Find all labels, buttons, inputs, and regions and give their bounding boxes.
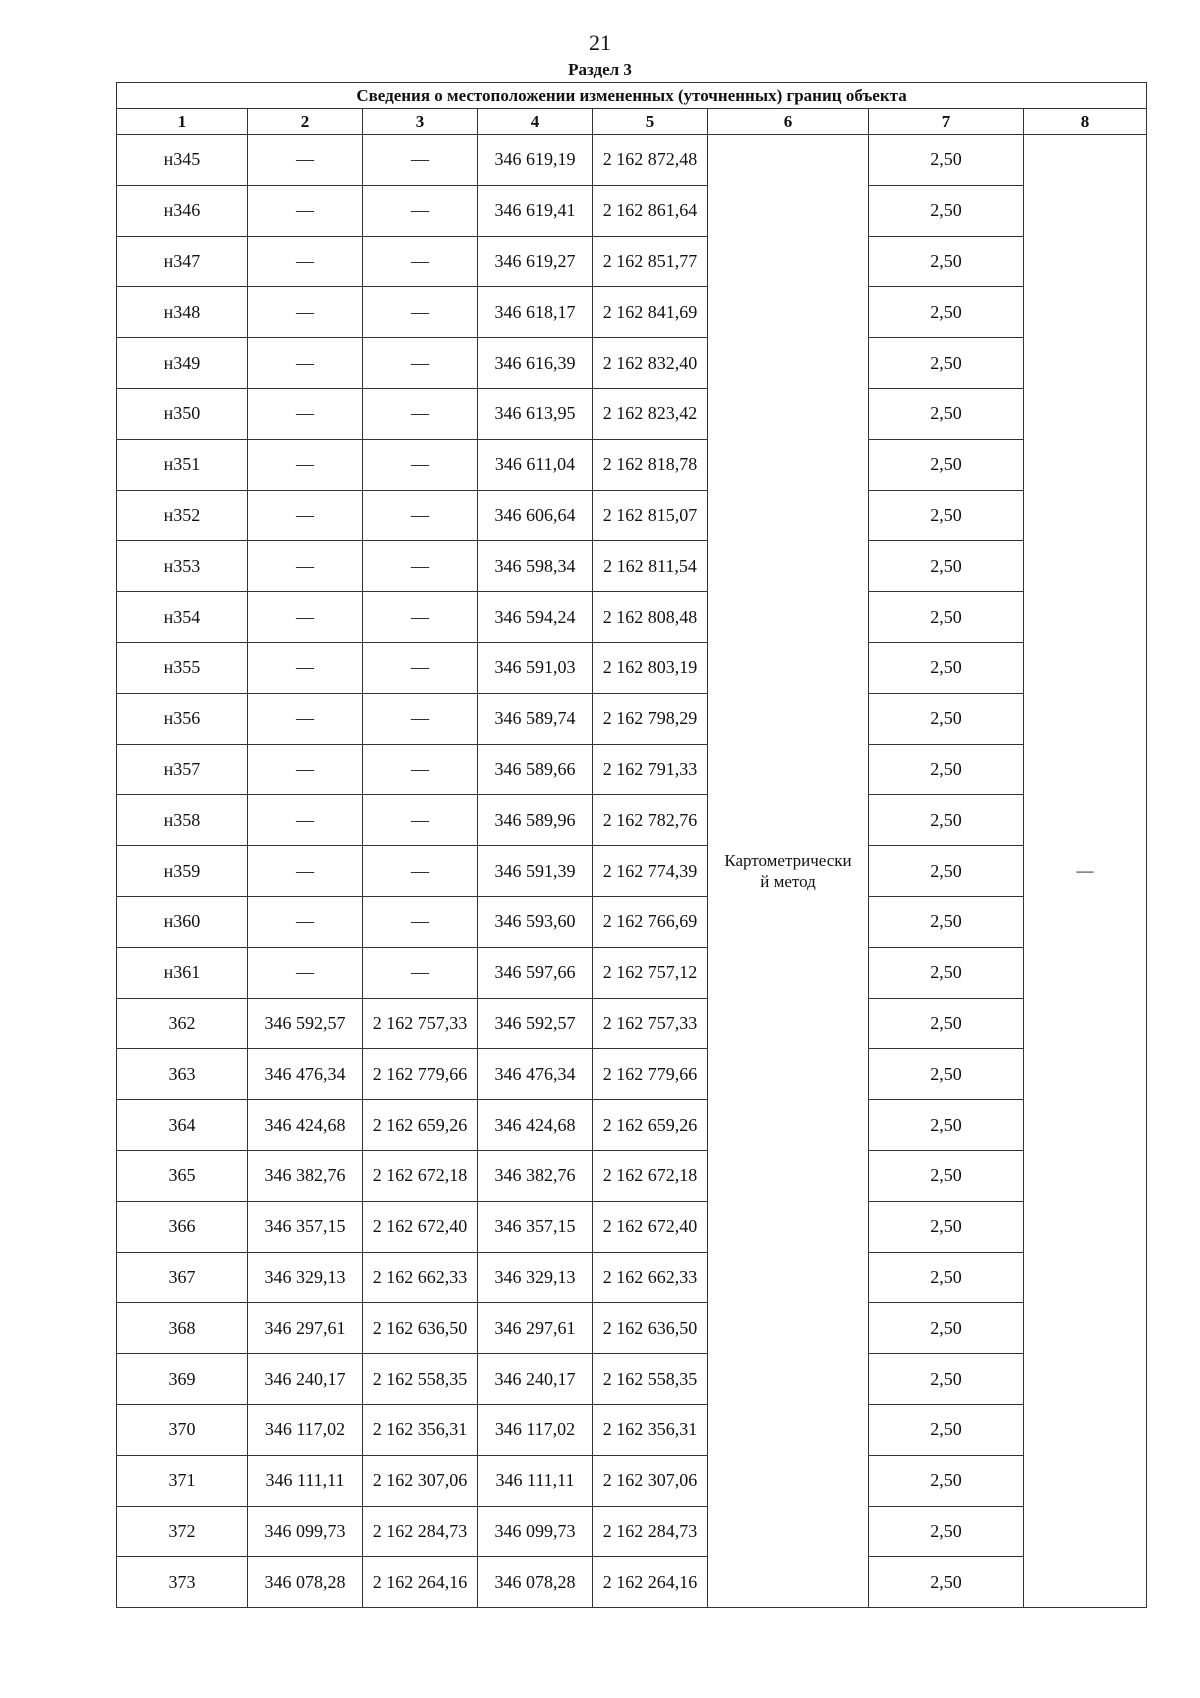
- x-new-cell: 346 476,34: [478, 1049, 593, 1100]
- table-row: [117, 1100, 1147, 1151]
- table-row: [117, 185, 1147, 236]
- x-old-cell: —: [248, 592, 363, 643]
- y-old-cell: 2 162 757,33: [363, 998, 478, 1049]
- table-row: [117, 744, 1147, 795]
- x-old-cell: 346 476,34: [248, 1049, 363, 1100]
- y-new-cell: 2 162 782,76: [593, 795, 708, 846]
- x-new-cell: 346 597,66: [478, 947, 593, 998]
- y-old-cell: —: [363, 693, 478, 744]
- table-row: [117, 998, 1147, 1049]
- x-old-cell: —: [248, 642, 363, 693]
- x-old-cell: 346 099,73: [248, 1506, 363, 1557]
- x-old-cell: —: [248, 947, 363, 998]
- x-old-cell: —: [248, 795, 363, 846]
- x-old-cell: —: [248, 287, 363, 338]
- table-row: [117, 490, 1147, 541]
- table-row: [117, 135, 1147, 186]
- y-old-cell: 2 162 672,40: [363, 1201, 478, 1252]
- table-row: [117, 1506, 1147, 1557]
- accuracy-cell: 2,50: [869, 1455, 1024, 1506]
- point-number-cell: 369: [117, 1354, 248, 1405]
- y-old-cell: —: [363, 795, 478, 846]
- method-cell: Картометрически й метод: [708, 135, 869, 1608]
- y-new-cell: 2 162 672,18: [593, 1150, 708, 1201]
- y-old-cell: 2 162 659,26: [363, 1100, 478, 1151]
- x-new-cell: 346 594,24: [478, 592, 593, 643]
- point-number-cell: н361: [117, 947, 248, 998]
- y-new-cell: 2 162 659,26: [593, 1100, 708, 1151]
- y-new-cell: 2 162 872,48: [593, 135, 708, 186]
- accuracy-cell: 2,50: [869, 1100, 1024, 1151]
- table-row: [117, 693, 1147, 744]
- x-new-cell: 346 297,61: [478, 1303, 593, 1354]
- accuracy-cell: 2,50: [869, 1201, 1024, 1252]
- column-number-row: [117, 109, 1147, 135]
- table-row: [117, 896, 1147, 947]
- y-new-cell: 2 162 757,12: [593, 947, 708, 998]
- x-old-cell: —: [248, 236, 363, 287]
- y-new-cell: 2 162 662,33: [593, 1252, 708, 1303]
- y-new-cell: 2 162 811,54: [593, 541, 708, 592]
- y-new-cell: 2 162 766,69: [593, 896, 708, 947]
- x-old-cell: 346 240,17: [248, 1354, 363, 1405]
- y-old-cell: —: [363, 947, 478, 998]
- x-new-cell: 346 357,15: [478, 1201, 593, 1252]
- x-new-cell: 346 619,41: [478, 185, 593, 236]
- accuracy-cell: 2,50: [869, 1354, 1024, 1405]
- y-old-cell: —: [363, 185, 478, 236]
- accuracy-cell: 2,50: [869, 287, 1024, 338]
- x-new-cell: 346 618,17: [478, 287, 593, 338]
- accuracy-cell: 2,50: [869, 1506, 1024, 1557]
- table-row: [117, 1303, 1147, 1354]
- x-new-cell: 346 611,04: [478, 439, 593, 490]
- table-row: [117, 1557, 1147, 1608]
- point-number-cell: 370: [117, 1404, 248, 1455]
- accuracy-cell: 2,50: [869, 185, 1024, 236]
- x-new-cell: 346 592,57: [478, 998, 593, 1049]
- point-number-cell: н346: [117, 185, 248, 236]
- table-row: [117, 592, 1147, 643]
- table-row: [117, 338, 1147, 389]
- x-old-cell: —: [248, 135, 363, 186]
- y-old-cell: 2 162 307,06: [363, 1455, 478, 1506]
- accuracy-cell: 2,50: [869, 1303, 1024, 1354]
- table-row: [117, 1354, 1147, 1405]
- y-new-cell: 2 162 558,35: [593, 1354, 708, 1405]
- accuracy-cell: 2,50: [869, 744, 1024, 795]
- y-old-cell: 2 162 779,66: [363, 1049, 478, 1100]
- table-row: [117, 947, 1147, 998]
- y-new-cell: 2 162 774,39: [593, 846, 708, 897]
- point-number-cell: н349: [117, 338, 248, 389]
- table-row: [117, 541, 1147, 592]
- table-row: [117, 236, 1147, 287]
- x-old-cell: —: [248, 541, 363, 592]
- table-row: [117, 1404, 1147, 1455]
- y-old-cell: 2 162 356,31: [363, 1404, 478, 1455]
- column-number-6: 6: [708, 109, 869, 135]
- accuracy-cell: 2,50: [869, 135, 1024, 186]
- x-new-cell: 346 099,73: [478, 1506, 593, 1557]
- y-old-cell: —: [363, 439, 478, 490]
- x-old-cell: —: [248, 693, 363, 744]
- point-number-cell: н350: [117, 388, 248, 439]
- point-number-cell: н352: [117, 490, 248, 541]
- y-new-cell: 2 162 841,69: [593, 287, 708, 338]
- y-new-cell: 2 162 798,29: [593, 693, 708, 744]
- column-number-2: 2: [248, 109, 363, 135]
- y-new-cell: 2 162 803,19: [593, 642, 708, 693]
- y-new-cell: 2 162 791,33: [593, 744, 708, 795]
- table-row: [117, 1201, 1147, 1252]
- x-new-cell: 346 619,19: [478, 135, 593, 186]
- x-new-cell: 346 589,74: [478, 693, 593, 744]
- accuracy-cell: 2,50: [869, 1150, 1024, 1201]
- accuracy-cell: 2,50: [869, 592, 1024, 643]
- point-number-cell: н353: [117, 541, 248, 592]
- table-row: [117, 1455, 1147, 1506]
- table-row: [117, 1252, 1147, 1303]
- x-new-cell: 346 589,96: [478, 795, 593, 846]
- column-number-5: 5: [593, 109, 708, 135]
- table-row: [117, 287, 1147, 338]
- accuracy-cell: 2,50: [869, 947, 1024, 998]
- y-new-cell: 2 162 832,40: [593, 338, 708, 389]
- boundary-coordinates-table: [116, 82, 1147, 1608]
- table-row: [117, 1049, 1147, 1100]
- point-number-cell: 366: [117, 1201, 248, 1252]
- accuracy-cell: 2,50: [869, 1557, 1024, 1608]
- x-new-cell: 346 591,03: [478, 642, 593, 693]
- point-number-cell: н348: [117, 287, 248, 338]
- column-number-1: 1: [117, 109, 248, 135]
- x-new-cell: 346 613,95: [478, 388, 593, 439]
- x-old-cell: —: [248, 490, 363, 541]
- y-new-cell: 2 162 851,77: [593, 236, 708, 287]
- table-row: [117, 388, 1147, 439]
- y-new-cell: 2 162 264,16: [593, 1557, 708, 1608]
- x-new-cell: 346 111,11: [478, 1455, 593, 1506]
- table-row: [117, 1150, 1147, 1201]
- accuracy-cell: 2,50: [869, 1404, 1024, 1455]
- point-number-cell: 368: [117, 1303, 248, 1354]
- y-old-cell: —: [363, 642, 478, 693]
- column-8-cell: —: [1024, 135, 1147, 1608]
- accuracy-cell: 2,50: [869, 439, 1024, 490]
- x-new-cell: 346 424,68: [478, 1100, 593, 1151]
- x-old-cell: 346 111,11: [248, 1455, 363, 1506]
- point-number-cell: н354: [117, 592, 248, 643]
- point-number-cell: н345: [117, 135, 248, 186]
- x-old-cell: 346 357,15: [248, 1201, 363, 1252]
- column-number-3: 3: [363, 109, 478, 135]
- accuracy-cell: 2,50: [869, 642, 1024, 693]
- x-old-cell: —: [248, 338, 363, 389]
- point-number-cell: н351: [117, 439, 248, 490]
- x-old-cell: —: [248, 846, 363, 897]
- y-old-cell: 2 162 558,35: [363, 1354, 478, 1405]
- point-number-cell: 371: [117, 1455, 248, 1506]
- column-number-8: 8: [1024, 109, 1147, 135]
- point-number-cell: н347: [117, 236, 248, 287]
- x-new-cell: 346 382,76: [478, 1150, 593, 1201]
- y-old-cell: —: [363, 236, 478, 287]
- y-new-cell: 2 162 284,73: [593, 1506, 708, 1557]
- x-new-cell: 346 589,66: [478, 744, 593, 795]
- y-new-cell: 2 162 672,40: [593, 1201, 708, 1252]
- x-new-cell: 346 329,13: [478, 1252, 593, 1303]
- column-number-4: 4: [478, 109, 593, 135]
- x-new-cell: 346 619,27: [478, 236, 593, 287]
- section-title: Раздел 3: [568, 60, 632, 79]
- y-old-cell: 2 162 662,33: [363, 1252, 478, 1303]
- page-number: 21: [589, 30, 611, 55]
- x-new-cell: 346 591,39: [478, 846, 593, 897]
- accuracy-cell: 2,50: [869, 236, 1024, 287]
- point-number-cell: 372: [117, 1506, 248, 1557]
- accuracy-cell: 2,50: [869, 795, 1024, 846]
- x-old-cell: —: [248, 896, 363, 947]
- y-new-cell: 2 162 808,48: [593, 592, 708, 643]
- x-new-cell: 346 240,17: [478, 1354, 593, 1405]
- y-old-cell: —: [363, 541, 478, 592]
- x-new-cell: 346 616,39: [478, 338, 593, 389]
- accuracy-cell: 2,50: [869, 693, 1024, 744]
- column-number-7: 7: [869, 109, 1024, 135]
- x-old-cell: 346 424,68: [248, 1100, 363, 1151]
- y-old-cell: 2 162 284,73: [363, 1506, 478, 1557]
- accuracy-cell: 2,50: [869, 998, 1024, 1049]
- table-row: [117, 795, 1147, 846]
- x-old-cell: 346 329,13: [248, 1252, 363, 1303]
- y-new-cell: 2 162 779,66: [593, 1049, 708, 1100]
- table-row: [117, 846, 1147, 897]
- x-new-cell: 346 598,34: [478, 541, 593, 592]
- x-old-cell: 346 117,02: [248, 1404, 363, 1455]
- x-old-cell: —: [248, 744, 363, 795]
- x-old-cell: 346 382,76: [248, 1150, 363, 1201]
- y-new-cell: 2 162 636,50: [593, 1303, 708, 1354]
- point-number-cell: 364: [117, 1100, 248, 1151]
- x-old-cell: —: [248, 439, 363, 490]
- point-number-cell: н355: [117, 642, 248, 693]
- accuracy-cell: 2,50: [869, 896, 1024, 947]
- table-caption: Сведения о местоположении измененных (уточненных) границ объекта: [117, 83, 1147, 109]
- x-new-cell: 346 593,60: [478, 896, 593, 947]
- accuracy-cell: 2,50: [869, 490, 1024, 541]
- y-old-cell: —: [363, 338, 478, 389]
- y-old-cell: —: [363, 490, 478, 541]
- x-new-cell: 346 606,64: [478, 490, 593, 541]
- point-number-cell: н359: [117, 846, 248, 897]
- y-new-cell: 2 162 818,78: [593, 439, 708, 490]
- point-number-cell: 373: [117, 1557, 248, 1608]
- x-new-cell: 346 078,28: [478, 1557, 593, 1608]
- point-number-cell: 367: [117, 1252, 248, 1303]
- table-row: [117, 439, 1147, 490]
- y-new-cell: 2 162 861,64: [593, 185, 708, 236]
- table-row: [117, 642, 1147, 693]
- accuracy-cell: 2,50: [869, 846, 1024, 897]
- y-old-cell: 2 162 264,16: [363, 1557, 478, 1608]
- table-body: [117, 135, 1147, 1608]
- accuracy-cell: 2,50: [869, 541, 1024, 592]
- y-new-cell: 2 162 823,42: [593, 388, 708, 439]
- x-old-cell: 346 592,57: [248, 998, 363, 1049]
- point-number-cell: н357: [117, 744, 248, 795]
- y-old-cell: 2 162 672,18: [363, 1150, 478, 1201]
- y-old-cell: —: [363, 846, 478, 897]
- x-new-cell: 346 117,02: [478, 1404, 593, 1455]
- point-number-cell: н356: [117, 693, 248, 744]
- y-old-cell: —: [363, 592, 478, 643]
- point-number-cell: 362: [117, 998, 248, 1049]
- y-old-cell: —: [363, 287, 478, 338]
- y-old-cell: —: [363, 388, 478, 439]
- accuracy-cell: 2,50: [869, 338, 1024, 389]
- point-number-cell: 363: [117, 1049, 248, 1100]
- y-old-cell: —: [363, 135, 478, 186]
- accuracy-cell: 2,50: [869, 388, 1024, 439]
- x-old-cell: —: [248, 185, 363, 236]
- y-new-cell: 2 162 307,06: [593, 1455, 708, 1506]
- y-new-cell: 2 162 757,33: [593, 998, 708, 1049]
- y-old-cell: —: [363, 744, 478, 795]
- point-number-cell: н360: [117, 896, 248, 947]
- y-old-cell: 2 162 636,50: [363, 1303, 478, 1354]
- point-number-cell: н358: [117, 795, 248, 846]
- point-number-cell: 365: [117, 1150, 248, 1201]
- y-new-cell: 2 162 356,31: [593, 1404, 708, 1455]
- x-old-cell: —: [248, 388, 363, 439]
- x-old-cell: 346 297,61: [248, 1303, 363, 1354]
- y-new-cell: 2 162 815,07: [593, 490, 708, 541]
- accuracy-cell: 2,50: [869, 1049, 1024, 1100]
- accuracy-cell: 2,50: [869, 1252, 1024, 1303]
- x-old-cell: 346 078,28: [248, 1557, 363, 1608]
- y-old-cell: —: [363, 896, 478, 947]
